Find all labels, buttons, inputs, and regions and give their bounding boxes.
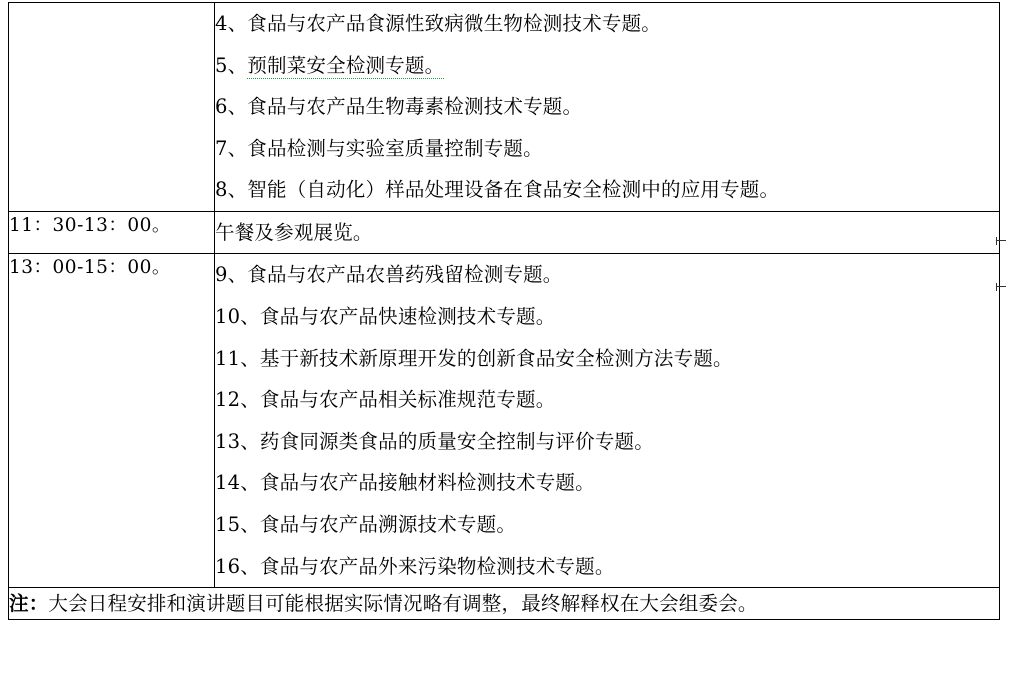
- note-prefix: 注：: [9, 592, 49, 616]
- note-row: [9, 588, 1000, 620]
- document-page: [0, 2, 1009, 686]
- list-item: 14、食品与农产品接触材料检测技术专题。: [215, 471, 595, 495]
- list-item: 5、预制菜安全检测专题。: [215, 53, 445, 77]
- list-item: 10、食品与农产品快速检测技术专题。: [215, 305, 556, 329]
- time-cell: 11：30-13：00。: [9, 211, 215, 254]
- list-item: 13、药食同源类食品的质量安全控制与评价专题。: [215, 429, 654, 453]
- table-row: [9, 211, 1000, 254]
- list-item: 9、食品与农产品农兽药残留检测专题。: [215, 263, 563, 287]
- list-item: 午餐及参观展览。: [215, 220, 373, 244]
- list-item: 15、食品与农产品溯源技术专题。: [215, 512, 517, 536]
- list-item: 6、食品与农产品生物毒素检测技术专题。: [215, 95, 583, 119]
- list-item: 11、基于新技术新原理开发的创新食品安全检测方法专题。: [215, 346, 733, 370]
- content-cell: [215, 254, 1000, 588]
- table-row: [9, 254, 1000, 588]
- list-item: 16、食品与农产品外来污染物检测技术专题。: [215, 554, 615, 578]
- list-item: 8、智能（自动化）样品处理设备在食品安全检测中的应用专题。: [215, 178, 780, 202]
- list-item: 12、食品与农产品相关标准规范专题。: [215, 388, 556, 412]
- list-item: 7、食品检测与实验室质量控制专题。: [215, 136, 543, 160]
- content-cell: [215, 3, 1000, 212]
- content-cell: [215, 211, 1000, 254]
- note-cell: [9, 588, 1000, 620]
- time-cell: [9, 3, 215, 212]
- revision-mark-icon: [996, 286, 1006, 287]
- revision-mark-icon: [996, 240, 1006, 241]
- note-text: 大会日程安排和演讲题目可能根据实际情况略有调整，最终解释权在大会组委会。: [48, 592, 758, 616]
- time-cell: 13：00-15：00。: [9, 254, 215, 588]
- schedule-table: [8, 2, 1000, 620]
- table-row: [9, 3, 1000, 212]
- list-item: 4、食品与农产品食源性致病微生物检测技术专题。: [215, 12, 662, 35]
